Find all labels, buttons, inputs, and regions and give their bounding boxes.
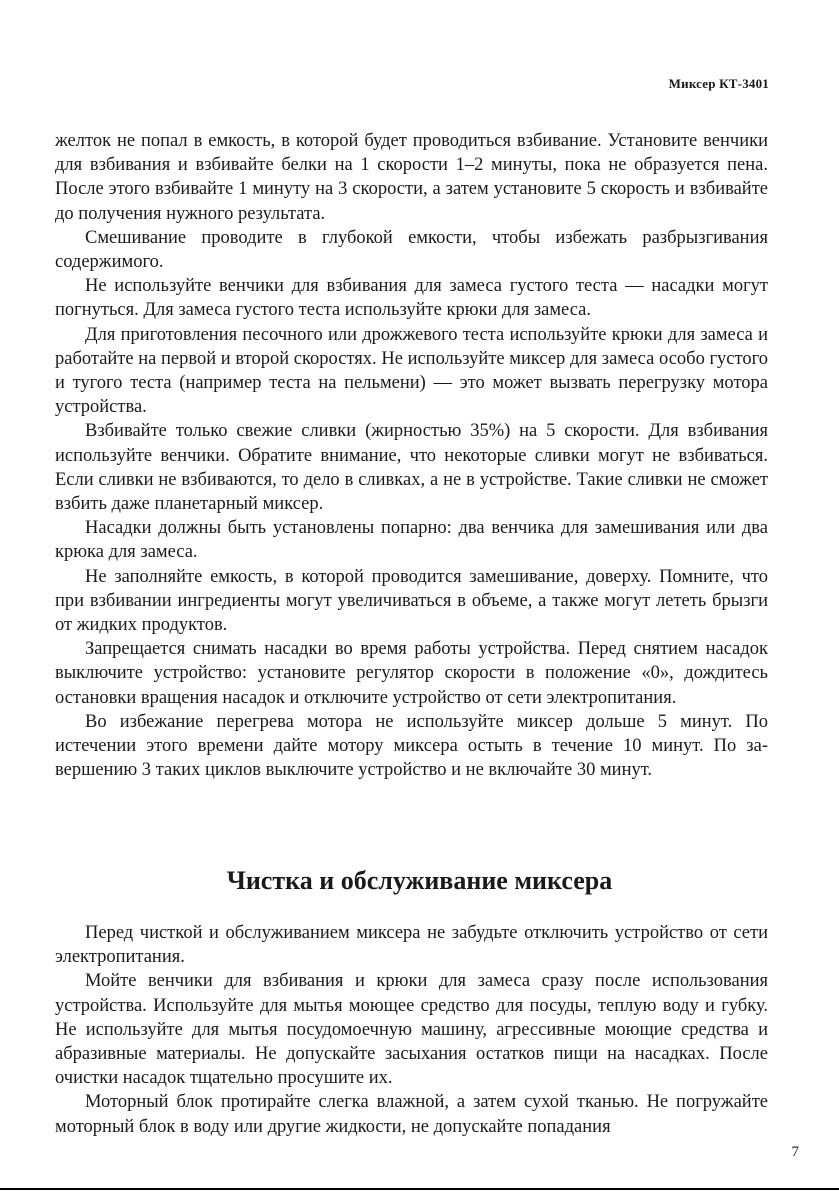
paragraph: Для приготовления песочного или дрожжевого теста используйте крюки для замеса и работайте на первой и второй скоростях. Не используйте миксер для замеса особо густого и тугого теста (например теста на пельмени) — это может вызвать перегрузку мотора устройства. — [55, 324, 768, 418]
paragraph: Не используйте венчики для взбивания для замеса густого теста — насадки могут погнуться. Для замеса густого теста используйте крюки для замеса. — [55, 276, 768, 321]
body-text-top — [55, 129, 768, 782]
running-header: Миксер КТ-3401 — [668, 76, 769, 91]
section-heading: Чистка и обслуживание миксера — [226, 866, 613, 895]
page-number: 7 — [791, 1144, 799, 1160]
paragraph: Моторный блок протирайте слегка влажной, а затем сухой тканью. Не погружайте моторный блок в воду или другие жидкости, не допускайте попадания — [55, 1092, 768, 1137]
paragraph: желток не попал в емкость, в которой будет проводиться взбивание. Установите венчики для взбивания и взбивайте белки на 1 скорости 1–2 минуты, пока не образуется пена. После этого взбивайте 1 минуту на 3 скорости, а затем установите 5 скорость и взбивайте до получения нужного результата. — [55, 131, 768, 224]
paragraph: Смешивание проводите в глубокой емкости, чтобы избежать разбрызгивания содержимого. — [55, 227, 768, 273]
body-text-bottom — [55, 921, 768, 1139]
paragraph: Не заполняйте емкость, в которой проводится замешивание, доверху. Помните, что при взбивании ингредиенты могут увеличиваться в объеме, а также могут лететь брызги от жидких продуктов. — [55, 566, 768, 636]
page-bottom-rule — [0, 1188, 839, 1190]
paragraph: Взбивайте только свежие сливки (жирностью 35%) на 5 скорости. Для взбивания используйте венчики. Обратите внимание, что некоторые сливки могут не взбиваться. Если сливки не взбиваются, то дело в сливках, а не в устройстве. Такие сливки не сможет взбить даже планетарный миксер. — [55, 421, 768, 515]
paragraph: Перед чисткой и обслуживанием миксера не забудьте отключить устройство от сети электропитания. — [55, 923, 768, 968]
paragraph: Запрещается снимать насадки во время работы устройства. Перед снятием насадок выключите устройство: установите регулятор скорости в положение «0», дождитесь остановки вращения насадок и отключите устройство от сети электропитания. — [55, 639, 768, 708]
paragraph: Во избежание перегрева мотора не используйте миксер дольше 5 минут. По истечении этого времени дайте мотору миксера остыть в течение 10 минут. По завершению 3 таких циклов выключите устройство и не включайте 30 минут. — [55, 711, 768, 781]
paragraph: Насадки должны быть установлены попарно: два венчика для замешивания или два крюка для замеса. — [55, 518, 768, 563]
paragraph: Мойте венчики для взбивания и крюки для замеса сразу после использования устройства. Используйте для мытья моющее средство для посуды, теплую воду и губку. Не используйте для мытья посудомоечную машину, агрессивные моющие средства и абразивные материалы. Не допускайте засыхания остатков пищи на насадках. После очистки насадок тщательно просушите их. — [55, 971, 768, 1089]
